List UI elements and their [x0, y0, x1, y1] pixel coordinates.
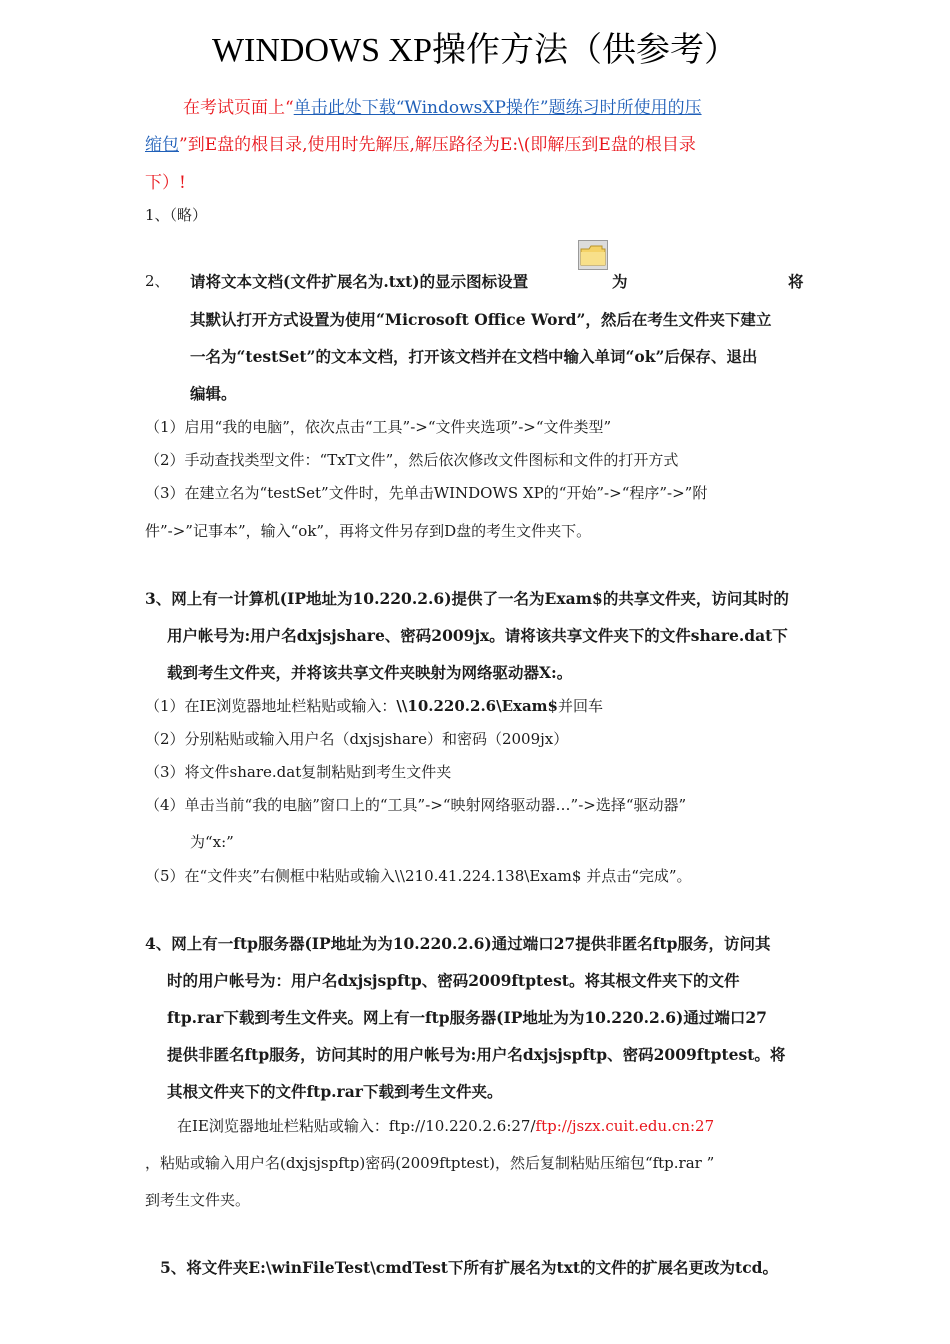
note-text: 在考试页面上“ [183, 98, 294, 118]
question-2-number: 2、 [145, 272, 170, 290]
step-text: （1）在IE浏览器地址栏粘贴或输入： [145, 697, 397, 715]
question-3-step-5: （5）在“文件夹”右侧框中粘贴或输入\\210.41.224.138\Exam$ 并点击“完成”。 [145, 867, 692, 885]
question-2-step-1: （1）启用“我的电脑”，依次点击“工具”->“文件夹选项”->“文件类型” [145, 418, 612, 436]
download-note-line-3: 下）! [145, 173, 186, 193]
note-text: ”到E盘的根目录,使用时先解压,解压路径为E:\(即解压到E盘的根目录 [179, 135, 696, 155]
step-text: 在IE浏览器地址栏粘贴或输入：ftp://10.220.2.6:27/ [177, 1117, 536, 1135]
folder-icon [578, 240, 608, 270]
question-2-step-2: （2）手动查找类型文件：“TxT文件”，然后依次修改文件图标和文件的打开方式 [145, 451, 679, 469]
ftp-url: ftp://jszx.cuit.edu.cn:27 [535, 1117, 715, 1135]
question-2-line-4: 编辑。 [190, 384, 237, 403]
question-2-line-3: 一名为“testSet”的文本文档，打开该文档并在文档中输入单词“ok”后保存、退出 [190, 347, 758, 366]
question-3-line-1: 3、网上有一计算机(IP地址为10.220.2.6)提供了一名为Exam$的共享文件夹，访问其时的 [145, 589, 789, 608]
question-5: 5、将文件夹E:\winFileTest\cmdTest下所有扩展名为txt的文件的扩展名更改为tcd。 [160, 1258, 778, 1277]
download-note-line-1 [183, 93, 702, 118]
question-3-step-4a: （4）单击当前“我的电脑”窗口上的“工具”->“映射网络驱动器…”->选择“驱动器” [145, 796, 687, 814]
download-note-line-2 [145, 130, 696, 155]
question-2-jiang: 将 [788, 272, 804, 291]
question-4-step-3: 到考生文件夹。 [145, 1191, 251, 1209]
step-text: 并回车 [558, 697, 604, 715]
question-3-step-4b: 为“x:” [190, 833, 234, 851]
question-4-line-3: ftp.rar下载到考生文件夹。网上有一ftp服务器(IP地址为为10.220.2.6)通过端口27 [167, 1008, 767, 1027]
question-2-step-3b: 件”->”记事本”，输入“ok”，再将文件另存到D盘的考生文件夹下。 [145, 522, 592, 540]
question-3-step-3: （3）将文件share.dat复制粘贴到考生文件夹 [145, 763, 452, 781]
question-3-step-2: （2）分别粘贴或输入用户名（dxjsjshare）和密码（2009jx） [145, 730, 569, 748]
question-4-step-1 [177, 1115, 714, 1136]
question-3-line-3: 载到考生文件夹，并将该共享文件夹映射为网络驱动器X:。 [167, 663, 573, 682]
share-path: \\10.220.2.6\Exam$ [396, 697, 558, 715]
question-3-step-1 [145, 695, 603, 716]
question-2-step-3a: （3）在建立名为“testSet”文件时，先单击WINDOWS XP的“开始”->“程序”->”附 [145, 484, 708, 502]
download-link-cont[interactable]: 缩包 [145, 135, 179, 155]
question-4-line-4: 提供非匿名ftp服务，访问其时的用户帐号为:用户名dxjsjspftp、密码2009ftptest。将 [167, 1045, 786, 1064]
question-2-line-1: 请将文本文档(文件扩展名为.txt)的显示图标设置 [190, 272, 529, 291]
question-4-line-2: 时的用户帐号为：用户名dxjsjspftp、密码2009ftptest。将其根文件夹下的文件 [167, 971, 740, 990]
question-4-line-1: 4、网上有一ftp服务器(IP地址为为10.220.2.6)通过端口27提供非匿名ftp服务，访问其 [145, 934, 771, 953]
question-2-wei: 为 [612, 272, 628, 291]
question-4-step-2: ，粘贴或输入用户名(dxjsjspftp)密码(2009ftptest)，然后复制粘贴压缩包“ftp.rar ” [145, 1154, 715, 1172]
question-2-line-2: 其默认打开方式设置为使用“Microsoft Office Word”，然后在考生文件夹下建立 [190, 310, 772, 329]
page-title: WINDOWS XP操作方法（供参考） [211, 32, 739, 69]
question-1: 1、（略） [145, 206, 208, 224]
question-3-line-2: 用户帐号为:用户名dxjsjshare、密码2009jx。请将该共享文件夹下的文件share.dat下 [167, 626, 788, 645]
download-link[interactable]: 单击此处下载“WindowsXP操作”题练习时所使用的压 [293, 98, 702, 118]
question-4-line-5: 其根文件夹下的文件ftp.rar下载到考生文件夹。 [167, 1082, 503, 1101]
